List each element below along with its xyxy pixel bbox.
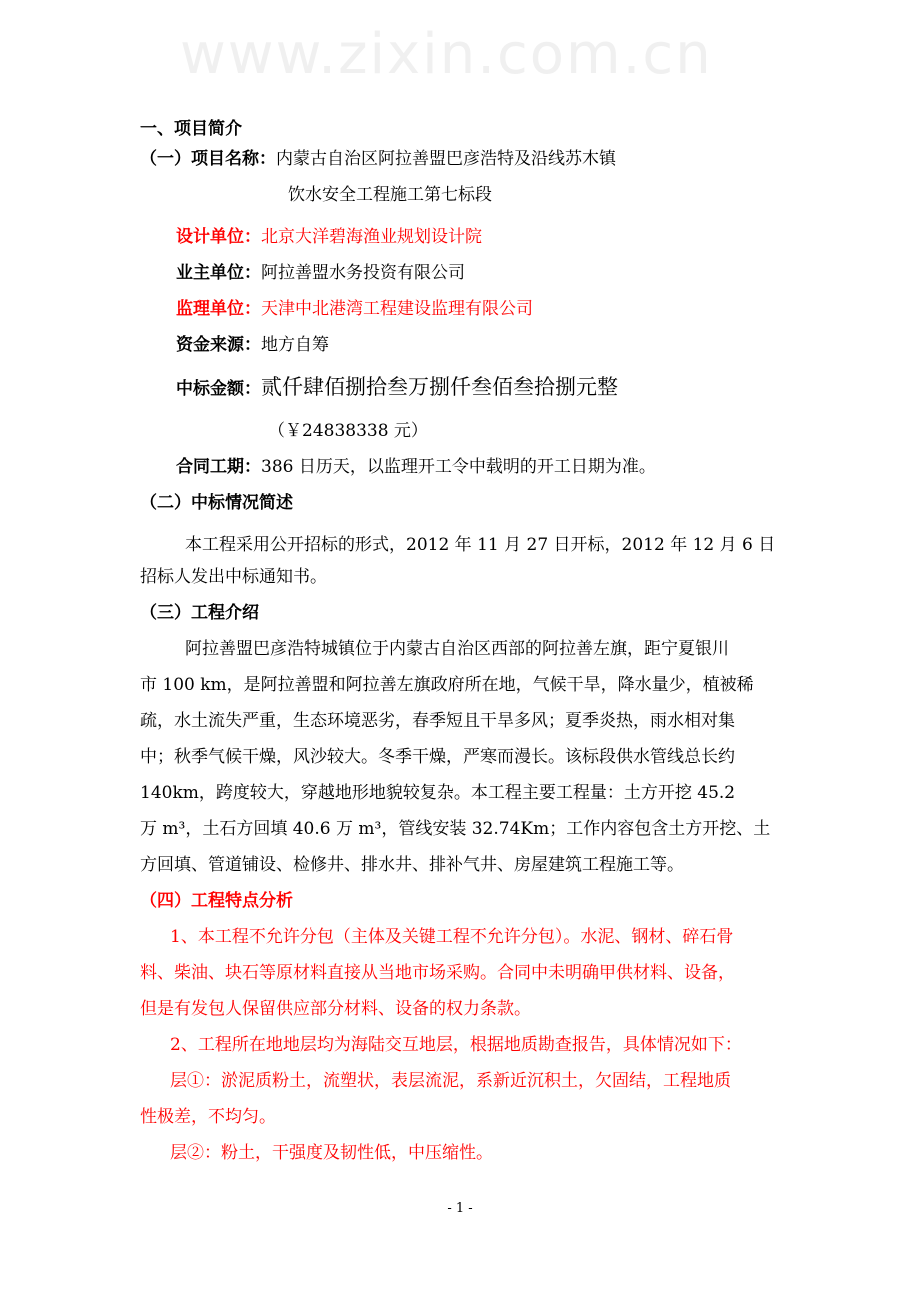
- fund-source-value: 地方自筹: [261, 335, 329, 355]
- project-name-value-2: 饮水安全工程施工第七标段: [288, 185, 492, 205]
- paragraph-line: 层②：粉土，干强度及韧性低，中压缩性。: [170, 1143, 493, 1163]
- section-1-title: 一、项目简介: [140, 119, 242, 139]
- contract-period-value: 386 日历天，以监理开工令中载明的开工日期为准。: [261, 457, 656, 477]
- bid-amount-numeric: （￥24838338 元）: [268, 421, 428, 441]
- supervisor-unit-label: 监理单位：: [176, 299, 261, 319]
- supervisor-unit-value: 天津中北港湾工程建设监理有限公司: [261, 299, 533, 319]
- bid-amount-label: 中标金额：: [176, 379, 261, 399]
- paragraph-line: 招标人发出中标通知书。: [140, 567, 327, 587]
- section-4-title: （四）工程特点分析: [140, 891, 293, 911]
- section-3-title: （三）工程介绍: [140, 603, 259, 623]
- design-unit-label: 设计单位：: [176, 227, 261, 247]
- fund-source-row: [140, 327, 780, 363]
- paragraph-line: 层①：淤泥质粉土，流塑状，表层流泥，系新近沉积土，欠固结，工程地质: [170, 1071, 731, 1091]
- paragraph-line: 万 m³，土石方回填 40.6 万 m³，管线安装 32.74Km；工作内容包含土方开挖、土: [140, 819, 771, 839]
- project-name-row: [140, 141, 780, 177]
- paragraph-line: 但是有发包人保留供应部分材料、设备的权力条款。: [140, 999, 531, 1019]
- paragraph-line: 1、本工程不允许分包（主体及关键工程不允许分包）。水泥、钢材、碎石骨: [170, 927, 734, 947]
- project-name-label: （一）项目名称：: [140, 149, 276, 169]
- paragraph-line: 料、柴油、块石等原材料直接从当地市场采购。合同中未明确甲供材料、设备，: [140, 963, 735, 983]
- bid-amount-row: [140, 369, 780, 407]
- paragraph-line: 市 100 km，是阿拉善盟和阿拉善左旗政府所在地，气候干旱，降水量少，植被稀: [140, 675, 754, 695]
- owner-unit-value: 阿拉善盟水务投资有限公司: [261, 263, 465, 283]
- fund-source-label: 资金来源：: [176, 335, 261, 355]
- paragraph-line: 性极差，不均匀。: [140, 1107, 276, 1127]
- bid-amount-value: 贰仟肆佰捌拾叁万捌仟叁佰叁拾捌元整: [261, 375, 618, 399]
- paragraph-line: 中；秋季气候干燥，风沙较大。冬季干燥，严寒而漫长。该标段供水管线总长约: [140, 747, 735, 767]
- supervisor-unit-row: [140, 291, 780, 327]
- contract-period-row: [140, 449, 780, 485]
- watermark: www.zixin.com.cn: [180, 22, 713, 87]
- paragraph-line: 本工程采用公开招标的形式，2012 年 11 月 27 日开标，2012 年 12 月 6 日: [185, 535, 776, 555]
- paragraph-line: 疏，水土流失严重，生态环境恶劣，春季短且干旱多风；夏季炎热，雨水相对集: [140, 711, 735, 731]
- paragraph-line: 阿拉善盟巴彦浩特城镇位于内蒙古自治区西部的阿拉善左旗，距宁夏银川: [185, 639, 729, 659]
- paragraph-line: 140km，跨度较大，穿越地形地貌较复杂。本工程主要工程量：土方开挖 45.2: [140, 783, 736, 803]
- paragraph-line: 方回填、管道铺设、检修井、排水井、排补气井、房屋建筑工程施工等。: [140, 855, 684, 875]
- owner-unit-label: 业主单位：: [176, 263, 261, 283]
- page-number: - 1 -: [447, 1201, 473, 1216]
- design-unit-value: 北京大洋碧海渔业规划设计院: [261, 227, 482, 247]
- paragraph-line: 2、工程所在地地层均为海陆交互地层，根据地质勘查报告，具体情况如下：: [170, 1035, 742, 1055]
- design-unit-row: [140, 219, 780, 255]
- contract-period-label: 合同工期：: [176, 457, 261, 477]
- document-body: [140, 111, 780, 1171]
- project-name-value: 内蒙古自治区阿拉善盟巴彦浩特及沿线苏木镇: [276, 149, 616, 169]
- owner-unit-row: [140, 255, 780, 291]
- section-2-title: （二）中标情况简述: [140, 493, 293, 513]
